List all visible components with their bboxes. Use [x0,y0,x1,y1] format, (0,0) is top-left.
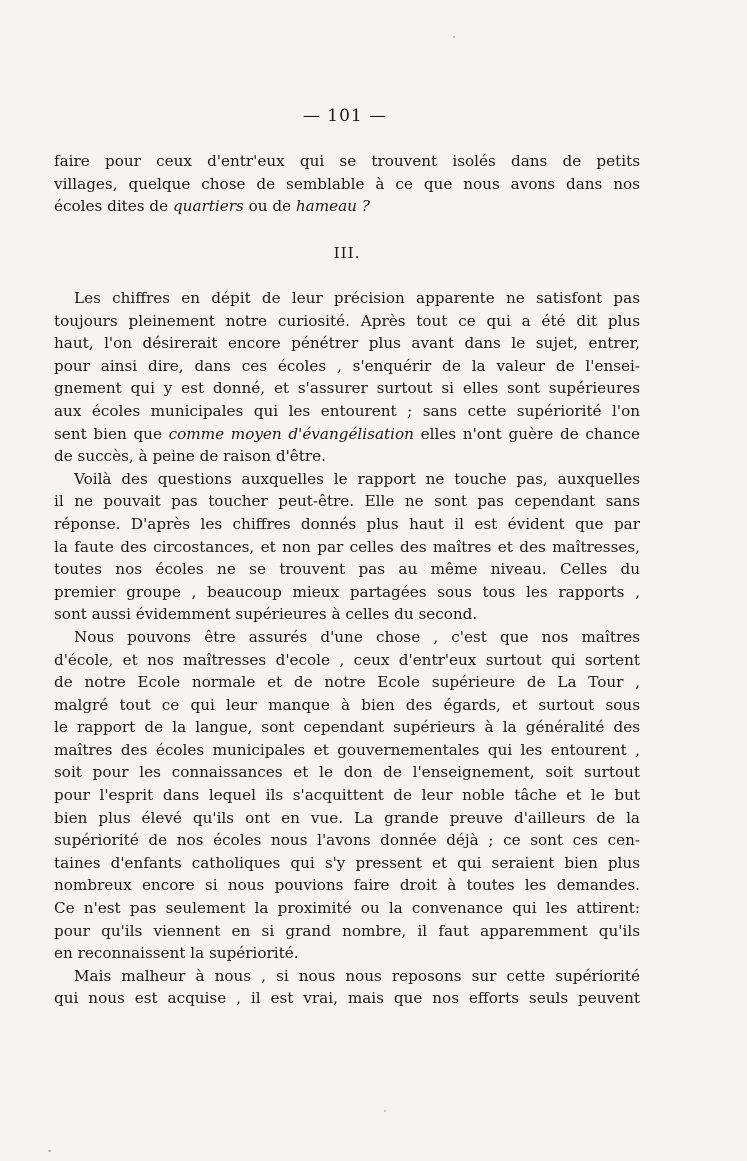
text-line: la faute des circostances, et non par celles des maîtres et des maîtresses, [54,537,640,556]
section-heading: III. [333,244,361,262]
text-segment: sent bien que [54,424,169,443]
text-line: malgré tout ce qui leur manque à bien des égards, et surtout sous [54,695,640,714]
text-line: soit pour les connaissances et le don de l'enseignement, soit surtout [54,763,640,782]
page-number: — 101 — [302,106,388,126]
text-line: de notre Ecole normale et de notre Ecole supérieure de La Tour , [54,673,640,692]
text-line: réponse. D'après les chiffres donnés plus haut il est évident que par [54,514,640,533]
text-line: taines d'enfants catholiques qui s'y pressent et qui seraient bien plus [54,853,640,872]
text-line: premier groupe , beaucoup mieux partagées sous tous les rapports , [54,582,640,601]
text-line: de succès, à peine de raison d'être. [54,447,326,466]
text-line: Les chiffres en dépit de leur précision apparente ne satisfont pas [74,289,640,307]
italic-phrase: hameau ? [295,197,370,216]
text-line: Mais malheur à nous , si nous nous reposons sur cette supériorité [74,966,640,985]
paper-speck [48,1150,51,1152]
intro-paragraph [54,150,640,218]
text-segment: écoles dites de [54,197,173,216]
text-line: pour l'esprit dans lequel ils s'acquittent de leur noble tâche et le but [54,786,640,805]
paragraph [54,287,640,468]
text-line [54,423,640,446]
text-line: faire pour ceux d'entr'eux qui se trouvent isolés dans de petits [54,152,640,170]
text-line: Nous pouvons être assurés d'une chose , c'est que nos maîtres [74,627,640,646]
text-line: d'école, et nos maîtresses d'ecole , ceux d'entr'eux surtout qui sortent [54,650,640,669]
text-line: aux écoles municipales qui les entourent ; sans cette supériorité l'on [54,401,640,420]
text-line: Voilà des questions auxquelles le rapport ne touche pas, auxquelles [74,469,640,488]
text-line: toujours pleinement notre curiosité. Après tout ce qui a été dit plus [54,311,640,330]
text-segment: elles n'ont guère de chance [413,424,640,443]
text-segment: ou de [243,197,296,216]
text-line: qui nous est acquise , il est vrai, mais que nos efforts seuls peuvent [54,989,640,1008]
paragraph [54,626,640,965]
body-text [54,287,640,1010]
text-line: maîtres des écoles municipales et gouvernementales qui les entourent , [54,740,640,759]
text-line: pour qu'ils viennent en si grand nombre, il faut apparemment qu'ils [54,921,640,940]
italic-phrase: comme moyen d'évangélisation [168,424,414,443]
text-line: il ne pouvait pas toucher peut-être. Elle ne sont pas cependant sans [54,492,640,511]
text-line: villages, quelque chose de semblable à ce que nous avons dans nos [54,174,640,193]
text-line: gnement qui y est donné, et s'assurer surtout si elles sont supérieures [54,379,640,398]
text-line: nombreux encore si nous pouvions faire droit à toutes les demandes. [54,876,640,895]
paragraph [54,468,640,626]
paper-speck [453,36,455,38]
text-line: bien plus élevé qu'ils ont en vue. La grande preuve d'ailleurs de la [54,808,640,827]
paragraph [54,965,640,1010]
text-line: le rapport de la langue, sont cependant supérieurs à la généralité des [54,718,640,737]
text-line: en reconnaissent la supériorité. [54,944,299,963]
text-line: haut, l'on désirerait encore pénétrer plus avant dans le sujet, entrer, [54,334,640,353]
text-line: sont aussi évidemment supérieures à celles du second. [54,605,478,624]
text-line: supériorité de nos écoles nous l'avons donnée déjà ; ce sont ces cen- [54,831,640,850]
text-line: Ce n'est pas seulement la proximité ou la convenance qui les attirent: [54,899,640,918]
text-line: toutes nos écoles ne se trouvent pas au même niveau. Celles du [54,560,640,579]
paper-speck [384,1110,386,1112]
italic-phrase: quartiers [172,197,244,216]
text-line [54,195,640,218]
text-line: pour ainsi dire, dans ces écoles , s'enquérir de la valeur de l'ensei- [54,356,640,375]
